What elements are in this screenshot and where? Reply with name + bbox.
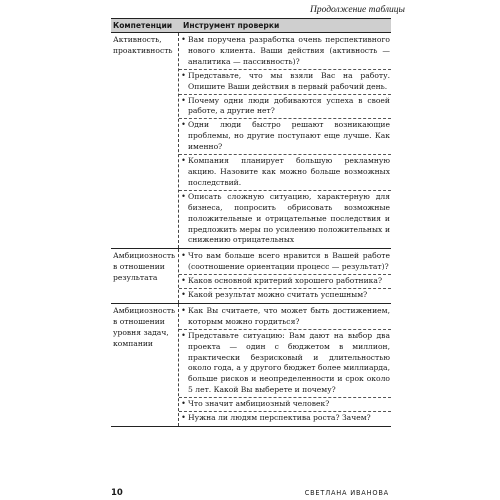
bullet-icon: • <box>181 276 186 286</box>
question-item <box>179 120 391 155</box>
question-text: Какой результат можно считать успешным? <box>188 290 368 300</box>
header-tool: Инструмент проверки <box>183 21 280 30</box>
competence-cell: Активность, проактивность <box>111 33 179 248</box>
question-item <box>179 276 391 289</box>
questions-cell <box>179 33 391 248</box>
bullet-icon: • <box>181 95 186 105</box>
question-text: Представьте ситуацию: Вам дают на выбор два проекта — один с бюджетом в миллион, практически безрисковый и длительностью около года, а у другого бюджет более миллиарда, больше рисков и неопределенности и срок около 5 лет. Какой Вы выберете и почему? <box>188 330 390 395</box>
bullet-icon: • <box>181 251 186 261</box>
question-text: Вам поручена разработка очень перспективного нового клиента. Ваши действия (активность — аналитика — пассивность)? <box>188 35 390 66</box>
question-item <box>179 306 391 330</box>
question-text: Что вам больше всего нравится в Вашей работе (соотношение ориентации процесс — результат)? <box>188 251 390 272</box>
page-number: 10 <box>111 488 123 498</box>
table-row <box>111 33 391 249</box>
question-text: Что значит амбициозный человек? <box>188 399 330 409</box>
competence-cell: Амбициозность в отношении результата <box>111 249 179 303</box>
bullet-icon: • <box>181 290 186 300</box>
bullet-icon: • <box>181 70 186 80</box>
bullet-icon: • <box>181 35 186 44</box>
question-item <box>179 413 391 425</box>
table-row <box>111 249 391 304</box>
bullet-icon: • <box>181 399 186 409</box>
question-item <box>179 331 391 398</box>
question-item <box>179 251 391 275</box>
question-item <box>179 96 391 120</box>
continued-caption: Продолжение таблицы <box>309 5 405 15</box>
question-text: Компания планирует большую рекламную акцию. Назовите как можно больше возможных последствий. <box>188 156 390 187</box>
author-name: СВЕТЛАНА ИВАНОВА <box>304 489 389 497</box>
bullet-icon: • <box>181 191 186 201</box>
table-row <box>111 304 391 427</box>
questions-cell <box>179 304 391 426</box>
question-text: Каков основной критерий хорошего работника? <box>188 276 383 286</box>
question-text: Описать сложную ситуацию, характерную для бизнеса, попросить обрисовать возможные положительные и отрицательные последствия и предложить меры по усилению положительных и снижению отрицательных <box>188 191 390 245</box>
question-item <box>179 156 391 191</box>
question-text: Как Вы считаете, что может быть достижением, которым можно гордиться? <box>188 305 390 326</box>
question-text: Представьте, что мы взяли Вас на работу. Опишите Ваши действия в первый рабочий день. <box>188 70 390 91</box>
question-text: Почему одни люди добиваются успеха в своей работе, а другие нет? <box>188 95 390 116</box>
bullet-icon: • <box>181 305 186 315</box>
question-text: Нужна ли людям перспектива роста? Зачем? <box>188 413 371 423</box>
question-item <box>179 192 391 248</box>
header-competence: Компетенции <box>113 21 173 30</box>
competence-cell: Амбициозность в отношении уровня задач, компании <box>111 304 179 426</box>
question-item <box>179 290 391 302</box>
question-item <box>179 399 391 412</box>
question-item <box>179 71 391 95</box>
question-item <box>179 35 391 70</box>
bullet-icon: • <box>181 413 186 423</box>
bullet-icon: • <box>181 120 186 130</box>
bullet-icon: • <box>181 156 186 166</box>
competence-table <box>111 18 391 427</box>
questions-cell <box>179 249 391 303</box>
question-text: Одни люди быстро решают возникающие проблемы, но другие поступают еще лучше. Как именно? <box>188 120 390 152</box>
table-header <box>111 19 391 33</box>
bullet-icon: • <box>181 330 186 340</box>
